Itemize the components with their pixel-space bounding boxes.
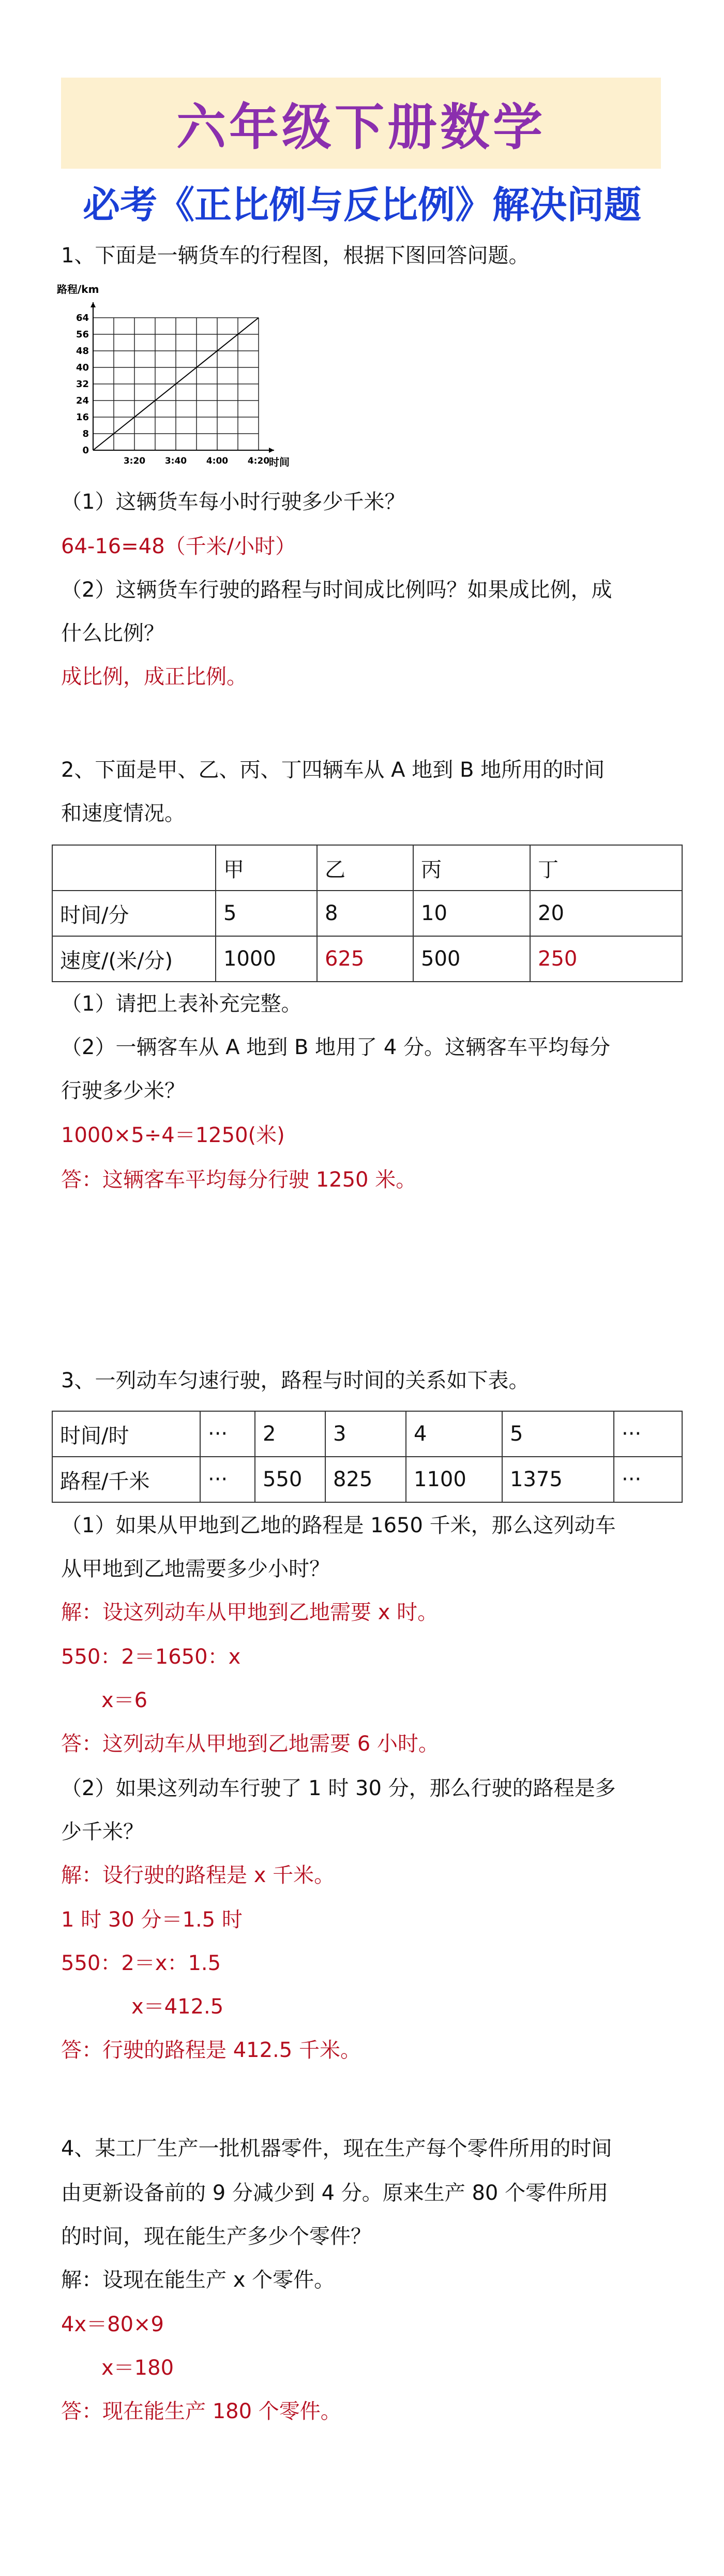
table-row [52,1411,682,1457]
q2-answer-text: 答：这辆客车平均每分行驶 1250 米。 [61,1168,417,1192]
page-subtitle: 必考《正比例与反比例》解决问题 [82,183,641,227]
y-tick-label: 8 [82,428,89,439]
q3-sub1-line2: 从甲地到乙地需要多少小时？ [61,1557,330,1581]
table-cell: 甲 [216,845,317,891]
y-tick-label: 24 [76,395,89,406]
table-cell: 时间/时 [52,1411,200,1457]
chart-ylabel: 路程/km [57,283,99,295]
table-cell: 1000 [216,936,317,982]
q1-sub1: （1）这辆货车每小时行驶多少千米？ [61,490,405,514]
table-cell: ··· [614,1457,682,1502]
table-cell: 2 [255,1411,325,1457]
table-cell-answer: 625 [317,936,413,982]
table-cell: 550 [255,1457,325,1502]
table-cell: ··· [200,1411,255,1457]
y-tick-label: 40 [76,362,89,373]
chart-xticks [124,456,269,466]
q3-a2-line1: 解：设行驶的路程是 x 千米。 [61,1863,335,1887]
y-tick-label: 16 [76,412,89,423]
q4-stem-line1: 4、某工厂生产一批机器零件，现在生产每个零件所用的时间 [61,2137,612,2160]
table-cell: 时间/分 [52,891,216,936]
table-cell: 4 [406,1411,502,1457]
q3-a1-line2: 550：2＝1650：x [61,1645,241,1669]
y-axis-arrow [90,302,96,307]
table-cell: 丁 [530,845,682,891]
q4-stem-line3: 的时间，现在能生产多少个零件？ [61,2225,371,2248]
table-cell: 10 [413,891,530,936]
table-row [52,845,682,891]
q3-a2-line5: 答：行驶的路程是 412.5 千米。 [61,2038,361,2062]
table-cell: 路程/千米 [52,1457,200,1502]
q4-a-line2: 4x＝80×9 [61,2313,164,2336]
q3-sub1-line1: （1）如果从甲地到乙地的路程是 1650 千米，那么这列动车 [61,1514,616,1537]
x-tick-label: 3:40 [164,456,187,466]
table-cell: ··· [200,1457,255,1502]
q4-a-line1: 解：设现在能生产 x 个零件。 [61,2268,335,2292]
table-cell: 5 [502,1411,614,1457]
q1-sub2-line2: 什么比例？ [61,621,164,645]
table-cell: 500 [413,936,530,982]
table-cell [52,845,216,891]
page-title: 六年级下册数学 [176,98,546,156]
q3-sub2-line2: 少千米？ [61,1820,144,1844]
q3-stem: 3、一列动车匀速行驶，路程与时间的关系如下表。 [61,1369,530,1393]
q2-table [52,845,683,982]
table-cell: 825 [325,1457,406,1502]
q3-table [52,1411,683,1503]
table-cell: 丙 [413,845,530,891]
table-cell: 3 [325,1411,406,1457]
q2-sub2-line2: 行驶多少米？ [61,1079,185,1103]
table-row [52,891,682,936]
q2-stem-line1: 2、下面是甲、乙、丙、丁四辆车从 A 地到 B 地所用的时间 [61,758,605,782]
q1-stem: 1、下面是一辆货车的行程图，根据下图回答问题。 [61,244,530,268]
q4-stem-line2: 由更新设备前的 9 分减少到 4 分。原来生产 80 个零件所用 [61,2181,609,2205]
x-axis-arrow [269,448,274,453]
table-cell: 1100 [406,1457,502,1502]
table-cell: 速度/(米/分) [52,936,216,982]
table-cell: 20 [530,891,682,936]
q3-sub2-line1: （2）如果这列动车行驶了 1 时 30 分，那么行驶的路程是多 [61,1776,616,1800]
title-banner [61,78,661,169]
q3-a2-line2: 1 时 30 分＝1.5 时 [61,1908,243,1932]
table-cell: 乙 [317,845,413,891]
q2-sub1: （1）请把上表补充完整。 [61,992,302,1016]
x-tick-label: 4:20 [247,456,270,466]
q3-a1-line3: x＝6 [101,1689,148,1712]
table-row [52,936,682,982]
table-row [52,1457,682,1502]
x-tick-label: 3:20 [123,456,146,466]
x-tick-label: 4:00 [206,456,229,466]
q1-answer2: 成比例，成正比例。 [61,665,247,689]
y-tick-label: 64 [76,313,89,323]
distance-time-chart [52,279,290,476]
table-cell: 8 [317,891,413,936]
q4-a-line4: 答：现在能生产 180 个零件。 [61,2400,341,2423]
chart-yticks [76,313,89,456]
y-tick-label: 32 [76,379,89,390]
table-cell-answer: 250 [530,936,682,982]
q2-answer-calc: 1000×5÷4＝1250(米) [61,1123,285,1147]
table-cell: 1375 [502,1457,614,1502]
table-cell: 5 [216,891,317,936]
q3-a1-line4: 答：这列动车从甲地到乙地需要 6 小时。 [61,1732,439,1756]
q3-a2-line4: x＝412.5 [131,1995,224,2019]
q1-sub2-line1: （2）这辆货车行驶的路程与时间成比例吗？如果成比例，成 [61,578,612,602]
q3-a2-line3: 550：2＝x：1.5 [61,1951,221,1975]
q2-stem-line2: 和速度情况。 [61,802,185,825]
chart-xlabel: 时间 [269,456,290,468]
q1-answer1: 64-16=48（千米/小时） [61,535,296,558]
q2-sub2-line1: （2）一辆客车从 A 地到 B 地用了 4 分。这辆客车平均每分 [61,1035,610,1059]
q3-a1-line1: 解：设这列动车从甲地到乙地需要 x 时。 [61,1601,439,1624]
y-tick-label: 48 [76,346,89,357]
y-tick-label: 0 [82,445,89,456]
table-cell: ··· [614,1411,682,1457]
q4-a-line3: x＝180 [101,2356,174,2380]
y-tick-label: 56 [76,329,89,340]
